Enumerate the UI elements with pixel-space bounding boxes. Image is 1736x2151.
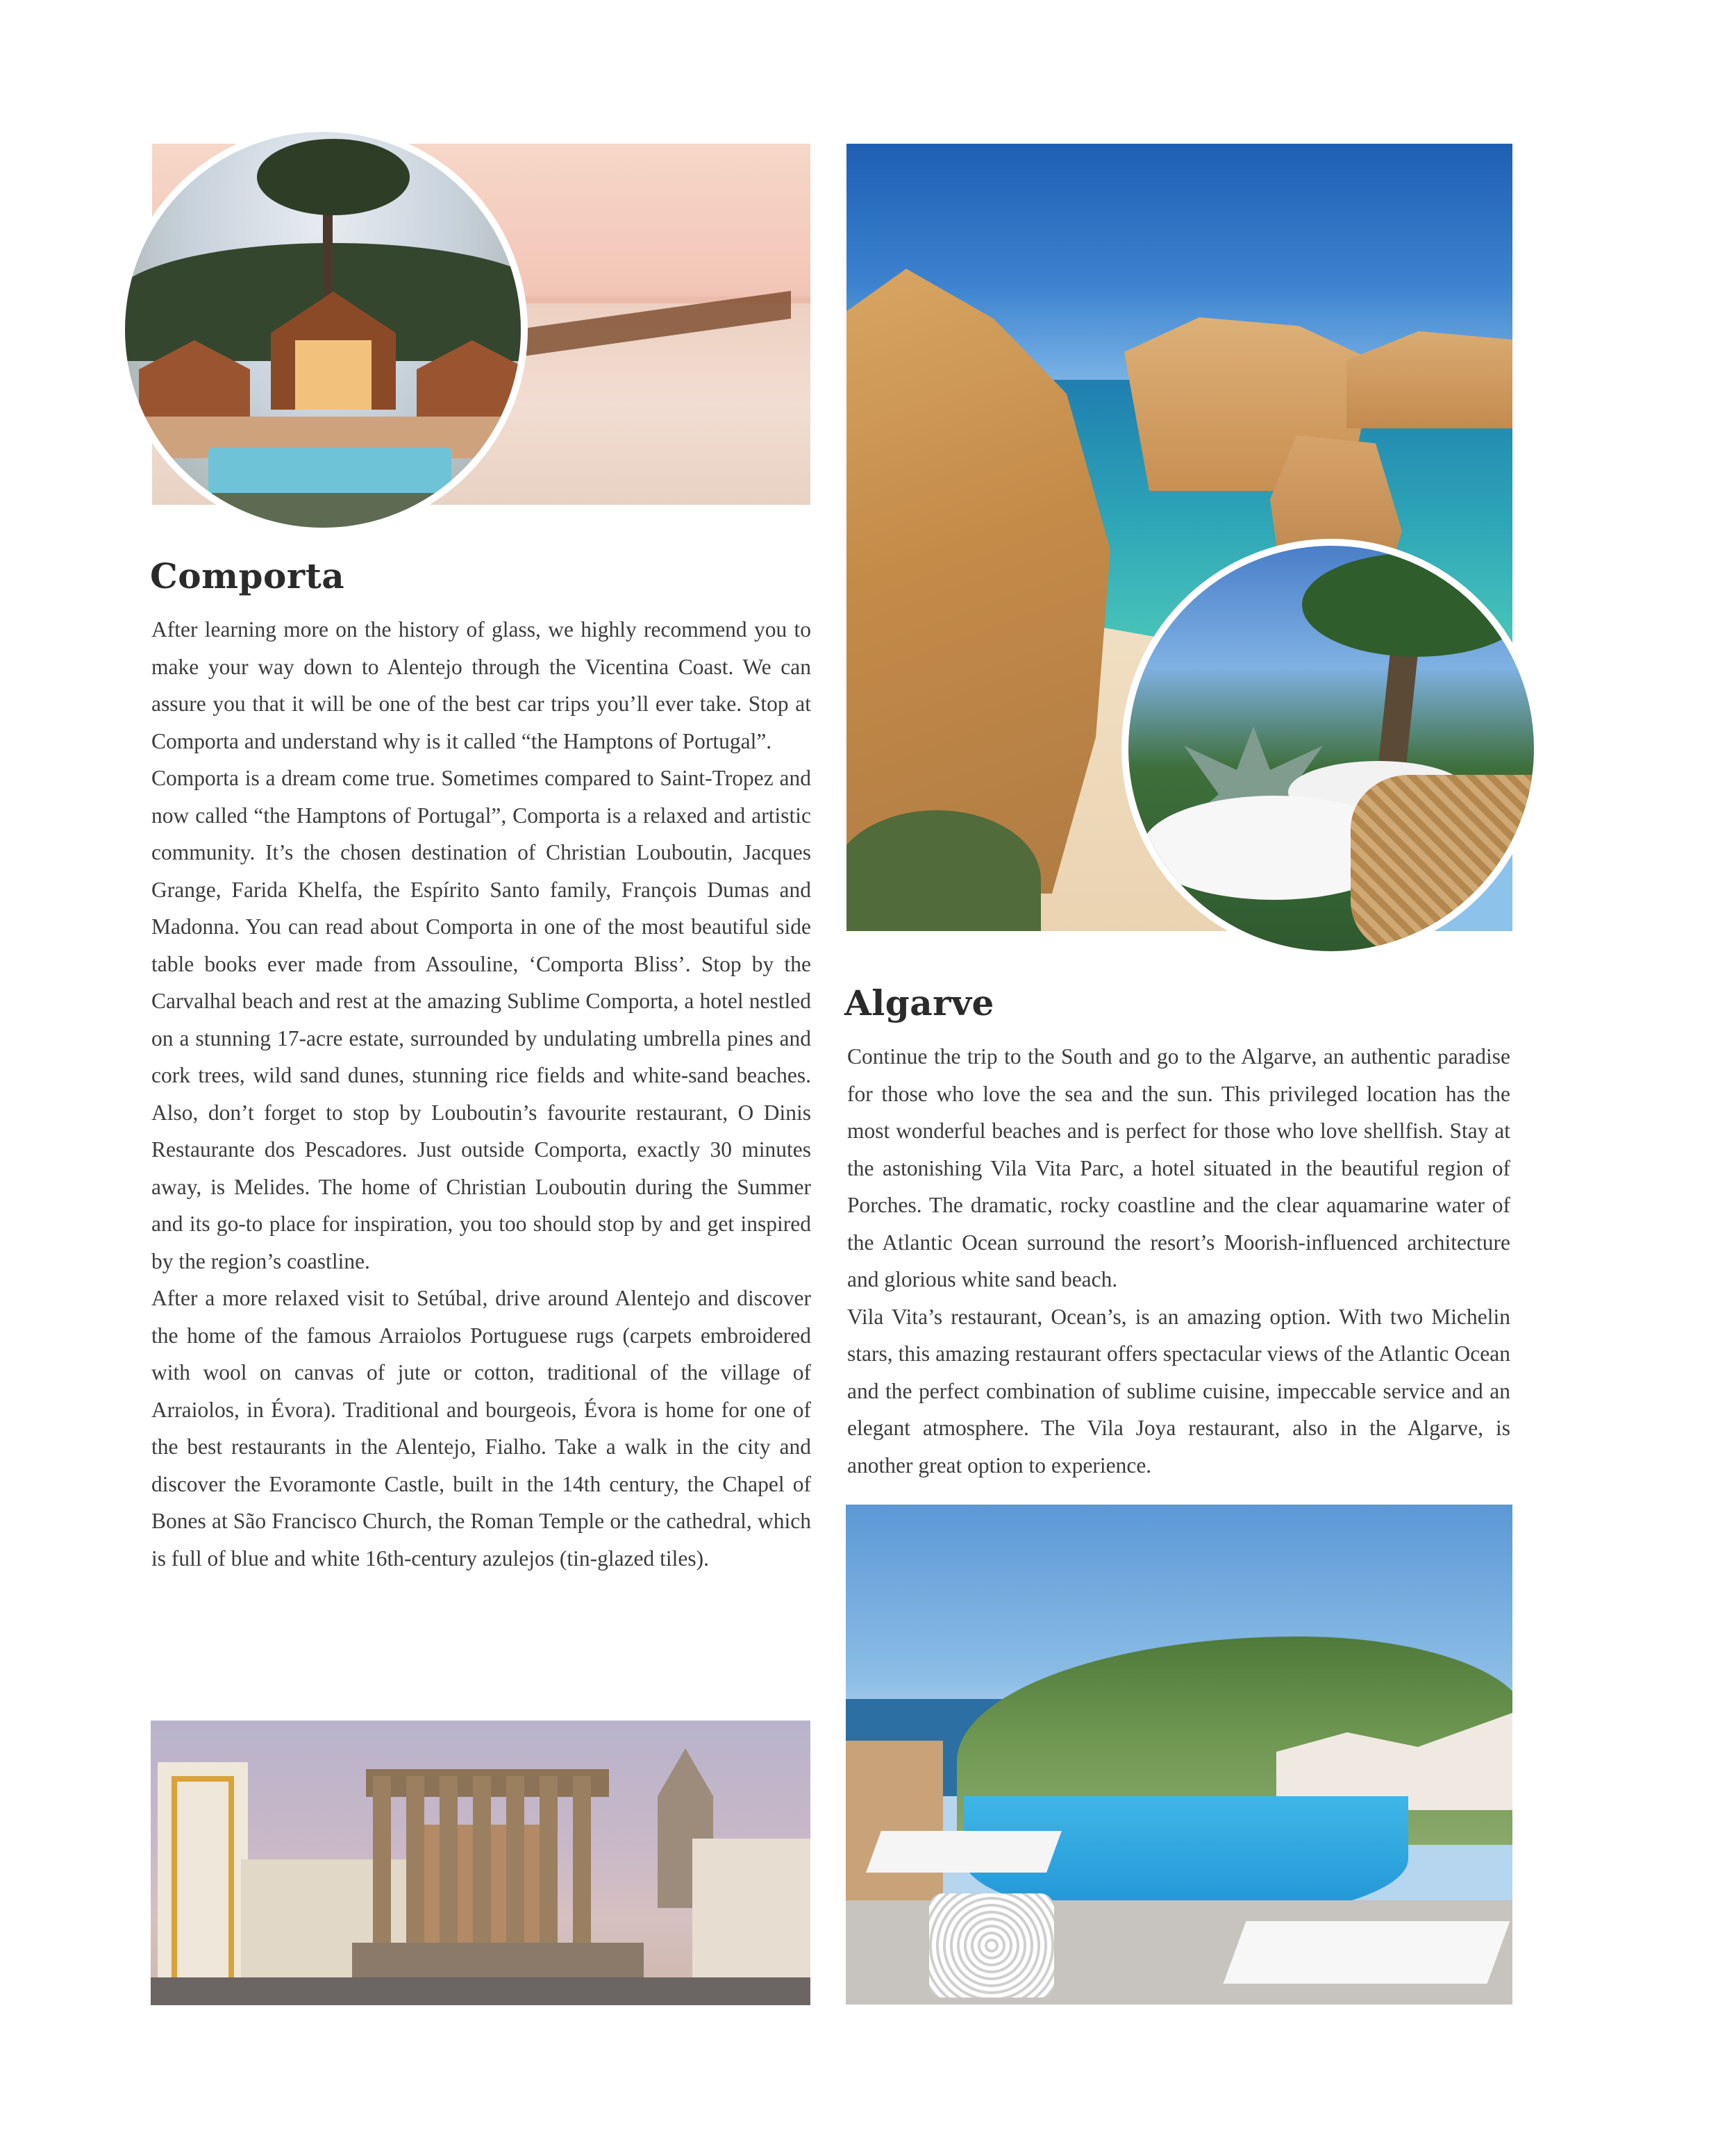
evora-roman-temple-photo xyxy=(151,1721,810,2005)
comporta-paragraph-1: After learning more on the history of glass, we highly recommend you to make your way down to Alentejo through the Vicentina Coast. We can assure you that it will be one of the best car trips you’ll ever take. Stop at Comporta and understand why is it called “the Hamptons of Portugal”. xyxy=(151,617,811,753)
comporta-paragraph-2: Comporta is a dream come true. Sometimes compared to Saint-Tropez and now called “the Hamptons of Portugal”, Comporta is a relaxed and artistic community. It’s the chosen destination of Christian Louboutin, Jacques Grange, Farida Khelfa, the Espírito Santo family, François Dumas and Madonna. You can read about Comporta in one of the most beautiful side table books ever made from Assouline, ‘Comporta Bliss’. Stop by the Carvalhal beach and rest at the amazing Sublime Comporta, a hotel nestled on a stunning 17-acre estate, surrounded by undulating umbrella pines and cork trees, wild sand dunes, stunning rice fields and white-sand beaches. Also, don’t forget to stop by Louboutin’s favourite restaurant, O Dinis Restaurante dos Pescadores. Just outside Comporta, exactly 30 minutes away, is Melides. The home of Christian Louboutin during the Summer and its go-to place for inspiration, you too should stop by and get inspired by the region’s coastline. xyxy=(151,766,811,1273)
comporta-paragraph-3: After a more relaxed visit to Setúbal, drive around Alentejo and discover the home of the famous Arraiolos Portuguese rugs (carpets embroidered with wool on canvas of jute or cotton, traditional of the village of Arraiolos, in Évora). Traditional and bourgeois, Évora is home for one of the best restaurants in the Alentejo, Fialho. Take a walk in the city and discover the Evoramonte Castle, built in the 14th century, the Chapel of Bones at São Francisco Church, the Roman Temple or the cathedral, which is full of blue and white 16th-century azulejos (tin-glazed tiles). xyxy=(151,1286,811,1571)
algarve-paragraph-1: Continue the trip to the South and go to the Algarve, an authentic paradise for those who love the sea and the sun. This privileged location has the most wonderful beaches and is perfect for those who love shellfish. Stay at the astonishing Vila Vita Parc, a hotel situated in the beautiful region of Porches. The dramatic, rocky coastline and the clear aquamarine water of the Atlantic Ocean surround the resort’s Moorish-influenced architecture and glorious white sand beach. xyxy=(847,1044,1510,1291)
comporta-heading: Comporta xyxy=(150,555,345,596)
algarve-heading: Algarve xyxy=(844,982,994,1023)
algarve-article xyxy=(847,1038,1510,1484)
comporta-hotel-circle-photo xyxy=(118,125,528,535)
algarve-paragraph-2: Vila Vita’s restaurant, Ocean’s, is an amazing option. With two Michelin stars, this amazing restaurant offers spectacular views of the Atlantic Ocean and the perfect combination of sublime cuisine, impeccable service and an elegant atmosphere. The Vila Joya restaurant, also in the Algarve, is another great option to experience. xyxy=(847,1304,1510,1478)
algarve-resort-pool-photo xyxy=(846,1505,1512,2004)
comporta-article xyxy=(151,611,811,1577)
algarve-restaurant-circle-photo xyxy=(1121,539,1541,958)
